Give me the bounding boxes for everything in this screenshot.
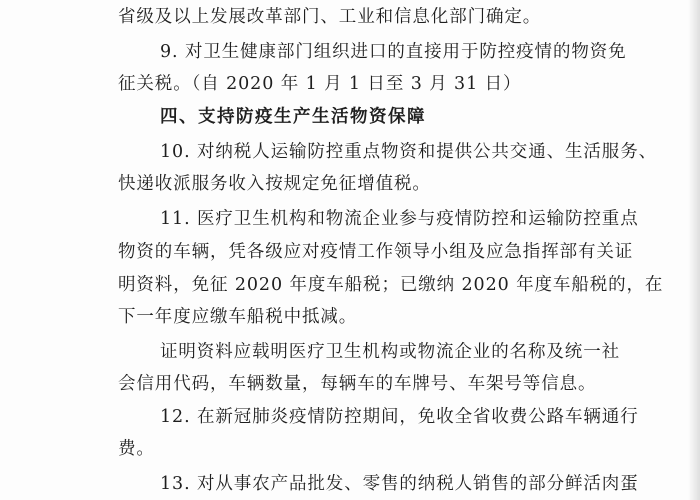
item-9-line-1: 9. 对卫生健康部门组织进口的直接用于防控疫情的物资免 [160, 42, 627, 62]
note-line-1: 证明资料应载明医疗卫生机构或物流企业的名称及统一社 [160, 342, 620, 362]
item-11-line-3: 明资料，免征 2020 年度车船税；已缴纳 2020 年度车船税的，在 [118, 275, 664, 295]
item-11-line-1: 11. 医疗卫生机构和物流企业参与疫情防控和运输防控重点 [160, 209, 639, 229]
item-13-line-1: 13. 对从事农产品批发、零售的纳税人销售的部分鲜活肉蛋 [160, 474, 639, 494]
item-11-line-2: 物资的车辆，凭各级应对疫情工作领导小组及应急指挥部有关证 [118, 242, 634, 262]
section-heading: 四、支持防疫生产生活物资保障 [160, 107, 426, 127]
item-10-line-1: 10. 对纳税人运输防控重点物资和提供公共交通、生活服务、 [160, 142, 657, 162]
item-9-line-2: 征关税。（自 2020 年 1 月 1 日至 3 月 31 日） [118, 74, 522, 94]
item-12-line-2: 费。 [118, 439, 155, 459]
item-12-line-1: 12. 在新冠肺炎疫情防控期间，免收全省收费公路车辆通行 [160, 407, 639, 427]
page-edge-shadow [688, 0, 700, 500]
item-10-line-2: 快递收派服务收入按规定免征增值税。 [118, 174, 431, 194]
text-line-1: 省级及以上发展改革部门、工业和信息化部门确定。 [118, 7, 542, 27]
item-11-line-4: 下一年度应缴车船税中抵减。 [118, 307, 358, 327]
note-line-2: 会信用代码，车辆数量，每辆车的车牌号、车架号等信息。 [118, 374, 597, 394]
